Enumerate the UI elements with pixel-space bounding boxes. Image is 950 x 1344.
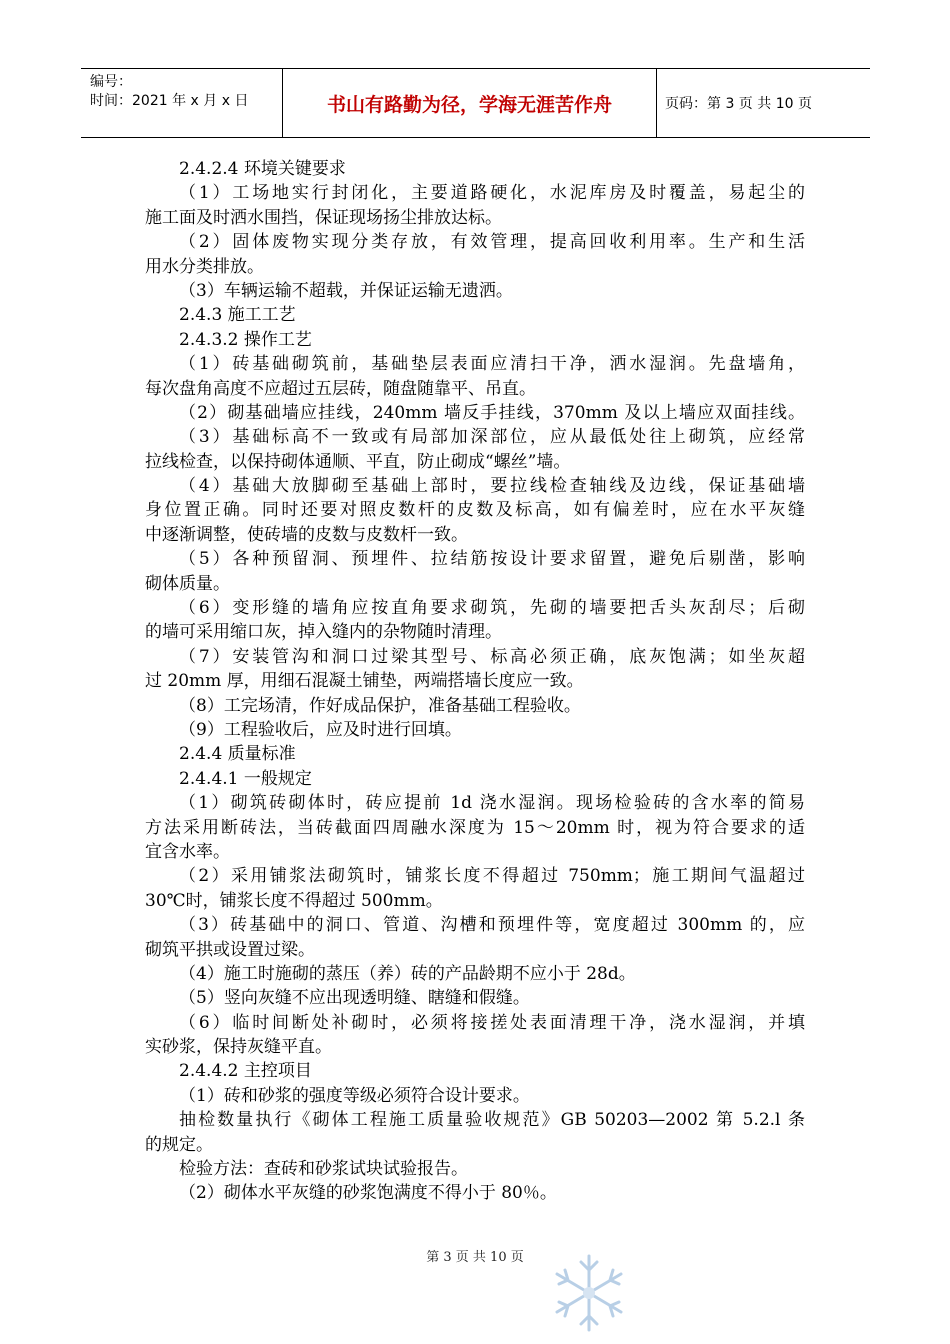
- text-line: 的规定。: [145, 1134, 213, 1155]
- document-number-label: 编号：: [90, 74, 132, 90]
- text-line: （7）安装管沟和洞口过梁其型号、标高必须正确，底灰饱满；如坐灰超: [179, 646, 805, 667]
- text-line: （5）竖向灰缝不应出现透明缝、瞎缝和假缝。: [179, 988, 530, 1009]
- header-meta: [81, 69, 283, 137]
- text-line: （6）临时间断处补砌时，必须将接搓处表面清理干净，浇水湿润，并填: [179, 1012, 805, 1033]
- snowflake-watermark-icon: [546, 1250, 632, 1336]
- text-line: （2）固体废物实现分类存放，有效管理，提高回收利用率。生产和生活: [179, 232, 805, 253]
- text-line: （1）砖和砂浆的强度等级必须符合设计要求。: [179, 1085, 530, 1106]
- page-footer: 第 3 页 共 10 页: [426, 1250, 524, 1265]
- document-time: 时间：2021 年 x 月 x 日: [90, 93, 249, 109]
- text-line: （4）施工时施砌的蒸压（养）砖的产品龄期不应小于 28d。: [179, 963, 636, 984]
- text-line: 拉线检查，以保持砌体通顺、平直，防止砌成“螺丝”墙。: [145, 451, 571, 472]
- text-line: （6）变形缝的墙角应按直角要求砌筑，先砌的墙要把舌头灰刮尽；后砌: [179, 598, 805, 619]
- text-line: （1）砖基础砌筑前，基础垫层表面应清扫干净，洒水湿润。先盘墙角，: [179, 354, 805, 375]
- text-line: （3）基础标高不一致或有局部加深部位，应从最低处往上砌筑，应经常: [179, 427, 805, 448]
- text-line: 2.4.4.2 主控项目: [179, 1061, 312, 1082]
- text-line: （3）砖基础中的洞口、管道、沟槽和预埋件等，宽度超过 300mm 的，应: [179, 915, 805, 936]
- text-line: 抽检数量执行《砌体工程施工质量验收规范》GB 50203—2002 第 5.2.l 条: [179, 1110, 805, 1131]
- document-body: [145, 157, 805, 1206]
- text-line: 30℃时，铺浆长度不得超过 500mm。: [145, 890, 443, 911]
- text-line: 中逐渐调整，使砖墙的皮数与皮数杆一致。: [145, 524, 468, 545]
- text-line: 2.4.3 施工工艺: [179, 305, 296, 326]
- header-page-info: 页码：第 3 页 共 10 页: [665, 96, 812, 112]
- text-line: 过 20mm 厚，用细石混凝土铺垫，两端搭墙长度应一致。: [145, 671, 584, 692]
- text-line: 检验方法：查砖和砂浆试块试验报告。: [179, 1159, 468, 1180]
- text-line: （3）车辆运输不超载，并保证运输无遗洒。: [179, 280, 513, 301]
- text-line: 身位置正确。同时还要对照皮数杆的皮数及标高，如有偏差时，应在水平灰缝: [145, 500, 805, 521]
- page-header: [81, 68, 870, 138]
- text-line: （2）砌体水平灰缝的砂浆饱满度不得小于 80％。: [179, 1183, 557, 1204]
- text-line: 2.4.3.2 操作工艺: [179, 329, 312, 350]
- text-line: （9）工程验收后，应及时进行回填。: [179, 719, 462, 740]
- text-line: 2.4.4 质量标准: [179, 744, 296, 765]
- text-line: 用水分类排放。: [145, 256, 264, 277]
- header-motto: 书山有路勤为径，学海无涯苦作舟: [283, 69, 657, 137]
- text-line: （5）各种预留洞、预埋件、拉结筋按设计要求留置，避免后剔凿，影响: [179, 549, 805, 570]
- text-line: 砌筑平拱或设置过梁。: [145, 939, 315, 960]
- text-line: 每次盘角高度不应超过五层砖，随盘随靠平、吊直。: [145, 378, 536, 399]
- text-line: （2）砌基础墙应挂线，240mm 墙反手挂线，370mm 及以上墙应双面挂线。: [179, 402, 805, 423]
- text-line: （4）基础大放脚砌至基础上部时，要拉线检查轴线及边线，保证基础墙: [179, 476, 805, 497]
- text-line: （2）采用铺浆法砌筑时，铺浆长度不得超过 750mm；施工期间气温超过: [179, 866, 805, 887]
- text-line: 实砂浆，保持灰缝平直。: [145, 1037, 332, 1058]
- text-line: （1）工场地实行封闭化，主要道路硬化，水泥库房及时覆盖，易起尘的: [179, 183, 805, 204]
- text-line: 2.4.4.1 一般规定: [179, 768, 312, 789]
- text-line: 宜含水率。: [145, 841, 230, 862]
- text-line: 的墙可采用缩口灰，掉入缝内的杂物随时清理。: [145, 622, 502, 643]
- text-line: 砌体质量。: [145, 573, 230, 594]
- text-line: 2.4.2.4 环境关键要求: [179, 159, 346, 179]
- text-line: 方法采用断砖法，当砖截面四周融水深度为 15～20mm 时，视为符合要求的适: [145, 817, 805, 838]
- text-line: （1）砌筑砖砌体时，砖应提前 1d 浇水湿润。现场检验砖的含水率的简易: [179, 793, 805, 814]
- text-line: 施工面及时洒水围挡，保证现场扬尘排放达标。: [145, 207, 502, 228]
- text-line: （8）工完场清，作好成品保护，准备基础工程验收。: [179, 695, 581, 716]
